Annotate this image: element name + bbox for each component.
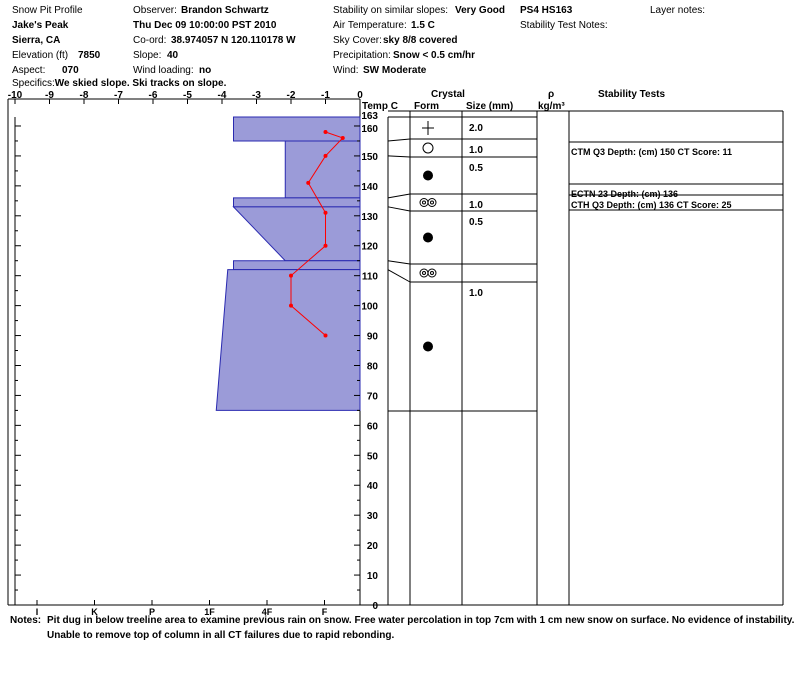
aspect-value: 070 (62, 65, 79, 76)
hardness-tick-label: P (148, 607, 156, 617)
stability-tests-column (569, 142, 783, 210)
depth-tick-label: 160 (361, 123, 378, 135)
layer-connector (388, 194, 410, 198)
observer-label: Observer: (133, 5, 177, 16)
temp-tick-label: -5 (183, 90, 192, 101)
depth-tick-label: 70 (366, 391, 378, 403)
hardness-tick-label: I (35, 607, 39, 617)
temp-tick-label: -1 (321, 90, 330, 101)
crystal-size-label: 1.0 (469, 200, 483, 211)
wind-loading-label: Wind loading: (133, 65, 194, 76)
date-value: Thu Dec 09 10:00:00 PST 2010 (133, 20, 277, 31)
melt-freeze-icon (428, 269, 436, 277)
hardness-profile (216, 117, 360, 410)
region-name: Sierra, CA (12, 35, 61, 46)
specifics-value: We skied slope. Ski tracks on slope. (54, 78, 227, 89)
sky-cover-value: sky 8/8 covered (383, 35, 458, 46)
size-header: Size (mm) (466, 101, 514, 112)
aspect-label: Aspect: (12, 65, 46, 76)
location-name: Jake's Peak (12, 20, 69, 31)
slope-value: 40 (167, 50, 179, 61)
hardness-layer (285, 141, 360, 198)
melt-freeze-icon (431, 201, 434, 204)
layer-connector (388, 270, 410, 282)
crystal-header: Crystal (431, 89, 465, 100)
wind-label: Wind: (333, 65, 359, 76)
rounded-grains-icon (423, 342, 433, 352)
layer-connector (388, 139, 410, 141)
depth-tick-label: 60 (366, 421, 378, 433)
depth-tick-label: 100 (361, 301, 378, 313)
melt-freeze-icon (423, 272, 426, 275)
melt-freeze-icon (420, 199, 428, 207)
layer-connector (388, 156, 410, 157)
coord-label: Co-ord: (133, 35, 167, 46)
hardness-layer (234, 198, 361, 207)
faceted-rounded-icon (423, 143, 433, 153)
depth-tick-label: 0 (372, 601, 378, 612)
stability-test-label: CTH Q3 Depth: (cm) 136 CT Score: 25 (571, 200, 732, 210)
temperature-point (341, 136, 345, 140)
crystal-size-label: 1.0 (469, 288, 483, 299)
layer-connector (388, 261, 410, 264)
melt-freeze-icon (431, 272, 434, 275)
temperature-point (306, 181, 310, 185)
observer-value: Brandon Schwartz (181, 5, 269, 16)
temp-tick-label: -8 (79, 90, 89, 101)
precipitation-label: Precipitation: (333, 50, 391, 61)
temp-axis-title: Temp C (362, 101, 398, 112)
specifics-label: Specifics: (12, 78, 55, 89)
temp-tick-label: -2 (286, 90, 296, 101)
profile-title: Snow Pit Profile (12, 5, 83, 16)
hardness-layer (216, 270, 360, 411)
crystal-size-label: 2.0 (469, 123, 483, 134)
stability-value: Very Good (455, 5, 506, 16)
depth-tick-label: 90 (366, 331, 378, 343)
depth-tick-label: 130 (361, 211, 378, 223)
depth-tick-label: 140 (361, 181, 378, 193)
air-temp-label: Air Temperature: (333, 20, 407, 31)
depth-tick-label: 40 (366, 481, 378, 493)
temperature-point (324, 154, 328, 158)
layer-notes-label: Layer notes: (650, 5, 706, 16)
depth-tick-label: 30 (366, 511, 378, 523)
elevation-value: 7850 (78, 50, 101, 61)
temperature-point (324, 130, 328, 134)
form-header: Form (414, 101, 439, 112)
notes-line-2: Unable to remove top of column in all CT failures due to rapid rebonding. (47, 630, 395, 641)
temperature-point (324, 211, 328, 215)
hardness-layer (234, 261, 361, 270)
depth-tick-label: 20 (366, 541, 378, 553)
temp-tick-label: -10 (7, 90, 23, 101)
depth-tick-label: 80 (366, 361, 378, 373)
sky-cover-label: Sky Cover: (333, 35, 382, 46)
air-temp-value: 1.5 C (411, 20, 435, 31)
temperature-point (324, 244, 328, 248)
precipitation-value: Snow < 0.5 cm/hr (393, 50, 475, 61)
hardness-tick-label: 1F (204, 607, 215, 617)
melt-freeze-icon (428, 199, 436, 207)
layer-connector (388, 207, 410, 211)
stability-label: Stability on similar slopes: (333, 5, 449, 16)
temp-tick-label: -4 (217, 90, 227, 101)
depth-tick-label: 150 (361, 151, 378, 163)
stability-test-notes-label: Stability Test Notes: (520, 20, 608, 31)
coord-value: 38.974057 N 120.110178 W (171, 35, 296, 46)
temp-tick-label: -3 (252, 90, 261, 101)
temperature-point (289, 274, 293, 278)
wind-loading-value: no (199, 65, 212, 76)
depth-tick-label: 10 (366, 571, 378, 583)
depth-tick-label: 50 (366, 451, 378, 463)
rho-header: ρ (548, 89, 555, 100)
chart-frame (8, 99, 783, 605)
notes-line-1: Pit dug in below treeline area to examine previous rain on snow. Free water percolation in top 7cm with 1 cm new snow on surface. No evidence of instability. (47, 615, 795, 626)
notes-label: Notes: (10, 615, 42, 626)
crystal-size-label: 0.5 (469, 217, 483, 228)
stability-test-label: ECTN 23 Depth: (cm) 136 (571, 189, 679, 199)
density-unit-header: kg/m³ (538, 101, 565, 112)
depth-tick-label: 163 (361, 111, 378, 122)
slope-label: Slope: (133, 50, 162, 61)
hardness-layer (234, 207, 361, 261)
hardness-tick-label: 4F (261, 607, 273, 617)
ps-value: PS4 HS163 (520, 5, 573, 16)
wind-value: SW Moderate (363, 65, 427, 76)
temperature-point (289, 304, 293, 308)
crystal-size-label: 1.0 (469, 145, 483, 156)
stability-test-label: CTM Q3 Depth: (cm) 150 CT Score: 11 (571, 147, 733, 157)
temp-tick-label: 0 (357, 90, 363, 101)
depth-tick-label: 120 (361, 241, 378, 253)
temperature-point (324, 334, 328, 338)
rounded-grains-icon (423, 233, 433, 243)
depth-tick-label: 110 (361, 271, 378, 283)
crystal-size-label: 0.5 (469, 163, 483, 174)
elevation-label: Elevation (ft) (12, 50, 69, 61)
stability-tests-header: Stability Tests (598, 89, 666, 100)
temp-tick-label: -7 (114, 90, 123, 101)
temp-tick-label: -9 (45, 90, 54, 101)
melt-freeze-icon (420, 269, 428, 277)
temp-tick-label: -6 (148, 90, 158, 101)
hardness-tick-label: K (91, 607, 98, 617)
melt-freeze-icon (423, 201, 426, 204)
hardness-tick-label: F (321, 607, 328, 617)
rounded-grains-icon (423, 171, 433, 181)
